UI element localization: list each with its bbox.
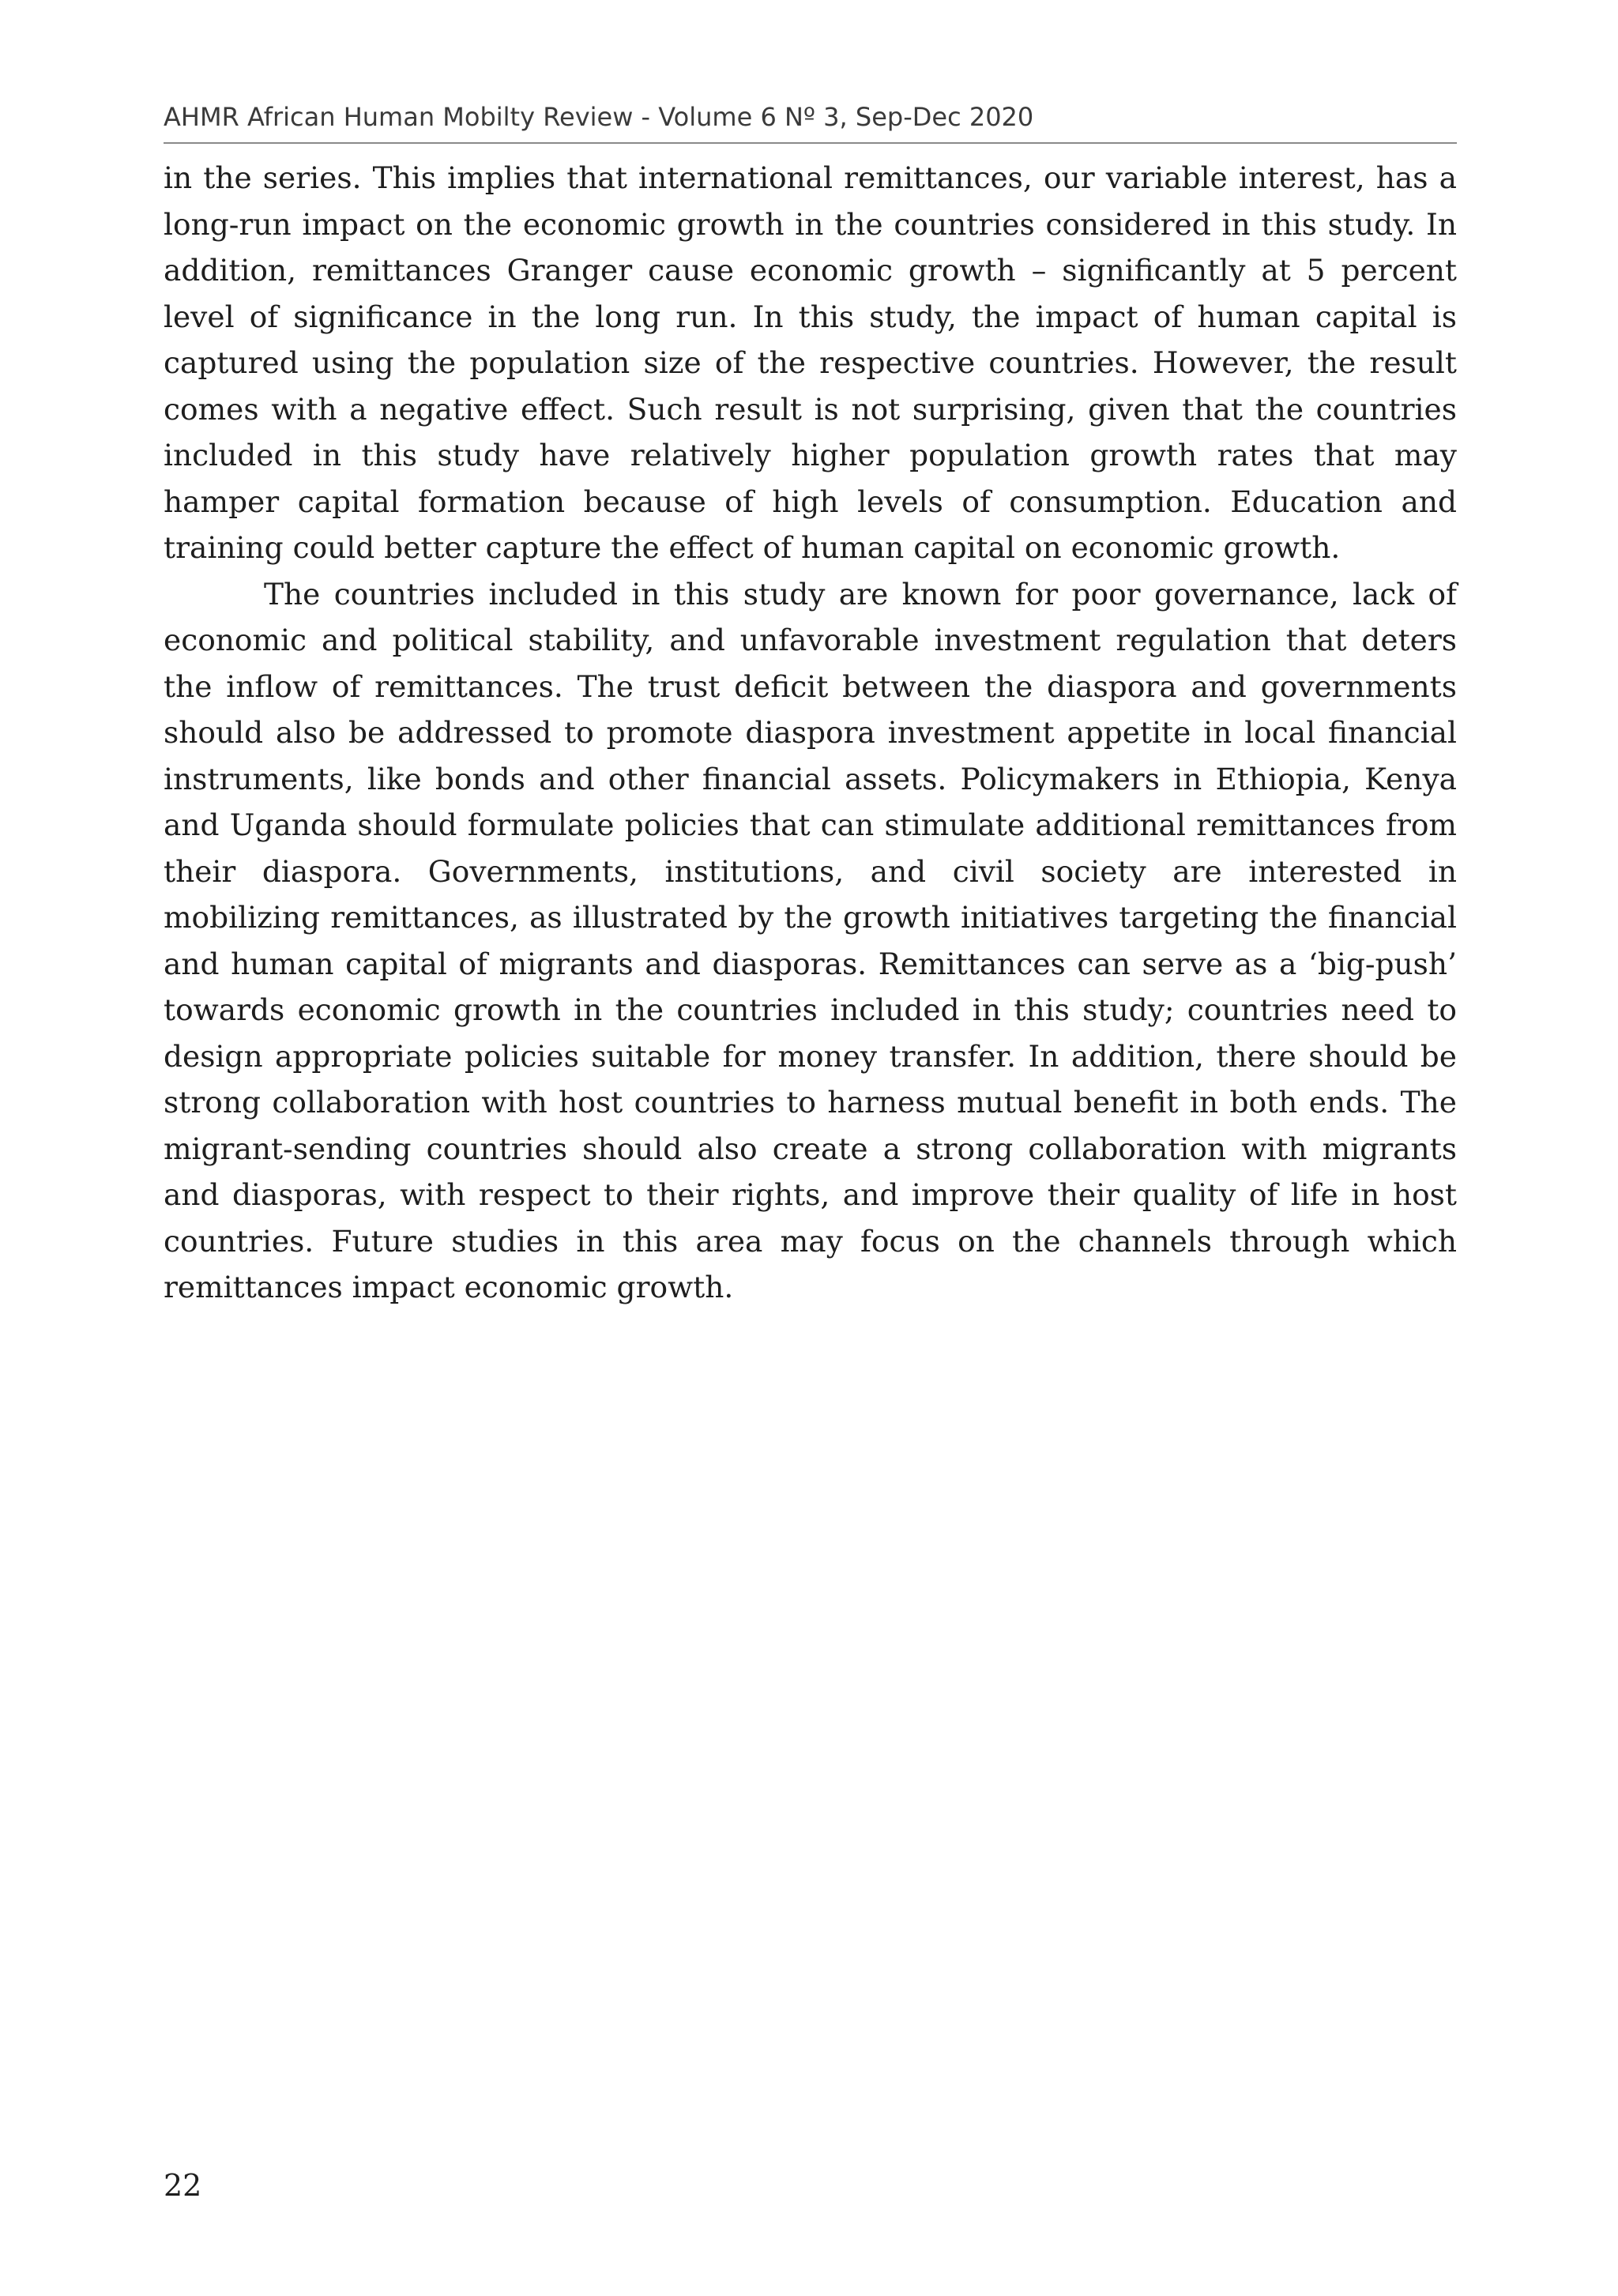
paragraph: in the series. This implies that international remittances, our variable interest, has a long-run impact on the economic growth in the countries considered in this study. In addition, remittances Granger cause economic growth – significantly at 5 percent level of significance in the long run. In this study, the impact of human capital is captured using the population size of the respective countries. However, the result comes with a negative effect. Such result is not surprising, given that the countries included in this study have relatively higher population growth rates that may hamper capital formation because of high levels of consumption. Education and training could better capture the effect of human capital on economic growth. xyxy=(164,160,1457,565)
running-header: AHMR African Human Mobilty Review - Volume 6 Nº 3, Sep-Dec 2020 xyxy=(164,102,1034,132)
header-divider xyxy=(164,142,1457,144)
paragraph: The countries included in this study are known for poor governance, lack of economic and political stability, and unfavorable investment regulation that deters the inflow of remittances. The trust deficit between the diaspora and governments should also be addressed to promote diaspora investment appetite in local financial instruments, like bonds and other financial assets. Policymakers in Ethiopia, Kenya and Uganda should formulate policies that can stimulate additional remittances from their diaspora. Governments, institutions, and civil society are interested in mobilizing remittances, as illustrated by the growth initiatives targeting the financial and human capital of migrants and diasporas. Remittances can serve as a ‘big-push’ towards economic growth in the countries included in this study; countries need to design appropriate policies suitable for money transfer. In addition, there should be strong collaboration with host countries to harness mutual benefit in both ends. The migrant-sending countries should also create a strong collaboration with migrants and diasporas, with respect to their rights, and improve their quality of life in host countries. Future studies in this area may focus on the channels through which remittances impact economic growth. xyxy=(164,576,1457,1304)
page-number: 22 xyxy=(164,2168,202,2203)
body-text xyxy=(164,155,1457,1311)
